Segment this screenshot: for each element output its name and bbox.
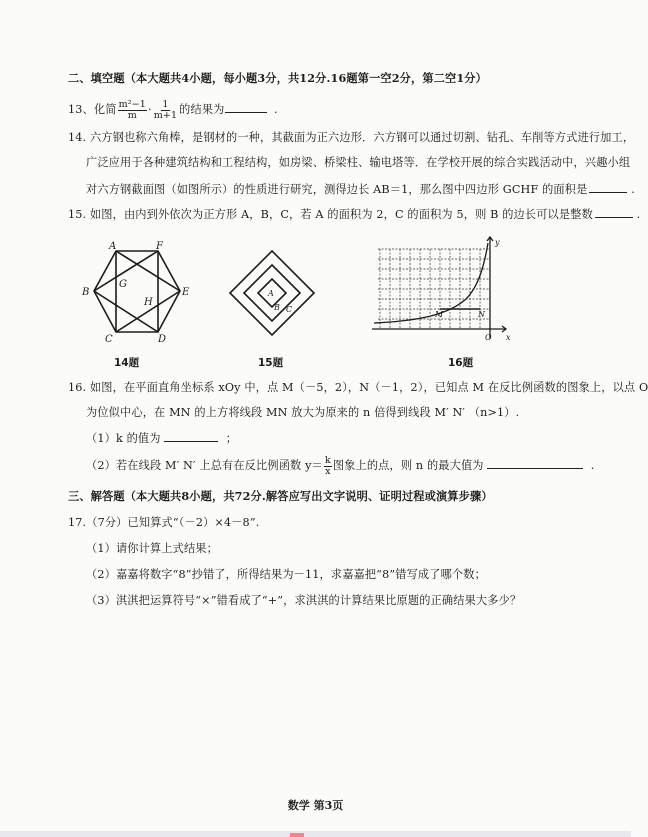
label-square-C: C bbox=[286, 305, 293, 314]
q16-part2-mid: 图象上的点，则 n 的最大值为 bbox=[332, 459, 484, 472]
q15-text: 15. 如图，由内到外依次为正方形 A，B，C，若 A 的面积为 2，C 的面积为 5，则 B 的边长可以是整数 bbox=[68, 208, 593, 221]
question-17-part-2: （2）嘉嘉将数字“8”抄错了，所得结果为－11，求嘉嘉把“8”错写成了哪个数； bbox=[86, 568, 486, 581]
q13-fraction-2 bbox=[153, 100, 178, 121]
nested-squares-figure bbox=[222, 243, 322, 343]
q13-frac1-denominator: m bbox=[127, 109, 137, 121]
q16-frac-numerator: k bbox=[324, 454, 331, 466]
hyperbola-curve bbox=[374, 243, 488, 323]
question-15 bbox=[68, 207, 641, 222]
section-heading-answer: 三、解答题（本大题共8小题，共72分.解答应写出文字说明、证明过程或演算步骤） bbox=[68, 489, 493, 503]
q16-part1-end: ； bbox=[225, 432, 238, 445]
question-14-line-3 bbox=[86, 182, 635, 197]
q13-suffix: 的结果为 bbox=[179, 103, 225, 116]
question-16-part-2 bbox=[86, 455, 615, 477]
label-N: N bbox=[478, 310, 485, 319]
label-D: D bbox=[158, 334, 167, 345]
q16-part2-prefix: （2）若在线段 M′ N′ 上总有在反比例函数 y＝ bbox=[86, 459, 323, 472]
question-17-part-3: （3）淇淇把运算符号“×”错看成了“+”，求淇淇的计算结果比原题的正确结果大多少？ bbox=[86, 594, 522, 607]
label-y-axis: y bbox=[495, 238, 500, 247]
q16-part1-answer-blank[interactable] bbox=[164, 431, 218, 442]
question-16-line-1: 16. 如图，在平面直角坐标系 xOy 中，点 M（－5，2），N（－1，2），已知点 M 在反比例函数的图象上，以点 O bbox=[68, 381, 648, 394]
bottom-scroll-strip bbox=[0, 831, 631, 837]
q13-end: . bbox=[273, 103, 278, 116]
q15-answer-blank[interactable] bbox=[595, 207, 633, 218]
label-A: A bbox=[109, 241, 117, 252]
q13-fraction-1 bbox=[118, 100, 147, 121]
question-16-line-2: 为位似中心，在 MN 的上方将线段 MN 放大为原来的 n 倍得到线段 M′ N′ （n>1）. bbox=[86, 406, 520, 419]
label-C: C bbox=[105, 334, 113, 345]
label-G: G bbox=[119, 279, 127, 290]
q14-line3-text: 对六方钢截面图（如图所示）的性质进行研究，测得边长 AB＝1，那么图中四边形 GCHF 的面积是 bbox=[86, 183, 588, 196]
figure-14-caption: 14题 bbox=[114, 357, 140, 369]
q14-end: . bbox=[631, 183, 635, 196]
q16-part2-end: . bbox=[590, 459, 595, 472]
bottom-strip-marker bbox=[290, 833, 304, 837]
q13-frac1-numerator: m²−1 bbox=[118, 98, 146, 110]
q16-part2-answer-blank[interactable] bbox=[487, 458, 583, 469]
q16-fraction bbox=[324, 456, 332, 477]
label-F: F bbox=[156, 241, 163, 252]
q15-end: . bbox=[636, 208, 641, 221]
hexagon-figure bbox=[78, 238, 198, 348]
label-M: M bbox=[435, 310, 444, 319]
q16-part1-prefix: （1）k 的值为 bbox=[86, 432, 161, 445]
q13-prefix: 13、化简 bbox=[68, 103, 117, 116]
figure-16-caption: 16题 bbox=[448, 357, 474, 369]
question-13 bbox=[68, 99, 615, 121]
hexagon-outline bbox=[94, 251, 180, 332]
label-E: E bbox=[182, 287, 190, 298]
q13-frac2-numerator: 1 bbox=[162, 98, 169, 110]
q13-answer-blank[interactable] bbox=[225, 102, 267, 113]
q14-answer-blank[interactable] bbox=[589, 182, 627, 193]
question-14-line-1: 14. 六方钢也称六角棒，是钢材的一种，其截面为正六边形．六方钢可以通过切割、钻孔、车削等方式进行加工， bbox=[68, 131, 635, 144]
label-H: H bbox=[144, 297, 153, 308]
q13-frac2-denominator: m+1 bbox=[153, 109, 178, 121]
figure-15-caption: 15题 bbox=[258, 357, 284, 369]
q16-frac-denominator: x bbox=[325, 465, 331, 477]
label-x-axis: x bbox=[506, 333, 511, 342]
section-heading-fill-in: 二、填空题（本大题共4小题，每小题3分，共12分.16题第一空2分，第二空1分） bbox=[68, 71, 487, 85]
q13-dot: · bbox=[147, 103, 152, 116]
question-16-part-1 bbox=[86, 431, 615, 446]
page-footer: 数学 第3页 bbox=[287, 799, 344, 812]
question-17-part-1: （1）请你计算上式结果； bbox=[86, 542, 218, 555]
label-square-B: B bbox=[274, 303, 280, 312]
label-B: B bbox=[82, 287, 90, 298]
label-origin: O bbox=[485, 333, 492, 342]
question-17-stem: 17.（7分）已知算式“（－2）×4－8”. bbox=[68, 516, 260, 529]
label-square-A: A bbox=[268, 289, 274, 298]
coordinate-grid-figure bbox=[368, 233, 518, 345]
question-14-line-2: 广泛应用于各种建筑结构和工程结构，如房梁、桥梁柱、输电塔等．在学校开展的综合实践活动中，兴趣小组 bbox=[86, 156, 631, 169]
